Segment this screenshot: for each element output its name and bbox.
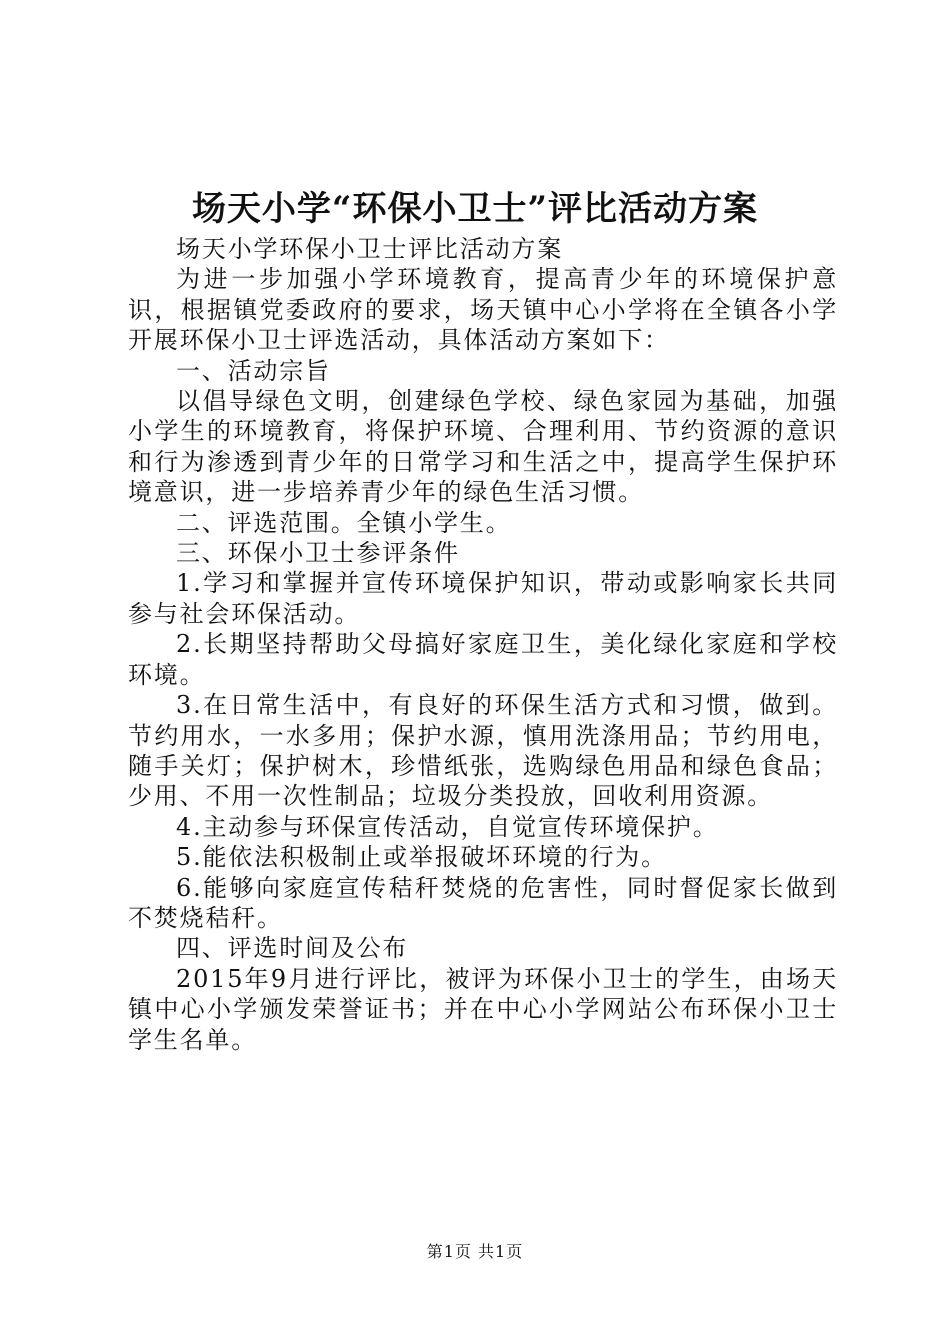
list-item: 3.在日常生活中，有良好的环保生活方式和习惯，做到。节约用水，一水多用；保护水源，慎用洗涤用品；节约用电，随手关灯；保护树木，珍惜纸张，选购绿色用品和绿色食品；少用、不用一次性制品；垃圾分类投放，回收利用资源。 xyxy=(128,691,838,811)
document-title: 场天小学“环保小卫士”评比活动方案 xyxy=(191,189,759,229)
list-item: 1.学习和掌握并宣传环境保护知识，带动或影响家长共同参与社会环保活动。 xyxy=(128,569,838,628)
paragraph: 为进一步加强小学环境教育，提高青少年的环境保护意识，根据镇党委政府的要求，场天镇中心小学将在全镇各小学开展环保小卫士评选活动，具体活动方案如下： xyxy=(128,265,838,355)
document-body xyxy=(128,234,838,1055)
paragraph: 场天小学环保小卫士评比活动方案 xyxy=(176,235,563,263)
section-heading: 一、活动宗旨 xyxy=(176,356,331,385)
list-item: 6.能够向家庭宣传秸秆焚烧的危害性，同时督促家长做到不焚烧秸秆。 xyxy=(128,873,838,932)
list-item: 4.主动参与环保宣传活动，自觉宣传环境保护。 xyxy=(176,812,719,841)
paragraph: 2015年9月进行评比，被评为环保小卫士的学生，由场天镇中心小学颁发荣誉证书；并在中心小学网站公布环保小卫士学生名单。 xyxy=(128,964,838,1054)
list-item: 2.长期坚持帮助父母搞好家庭卫生，美化绿化家庭和学校环境。 xyxy=(128,630,838,689)
list-item: 5.能依法积极制止或举报破坏环境的行为。 xyxy=(176,843,667,872)
section-heading: 三、环保小卫士参评条件 xyxy=(176,539,460,568)
paragraph: 以倡导绿色文明，创建绿色学校、绿色家园为基础，加强小学生的环境教育，将保护环境、合理利用、节约资源的意识和行为渗透到青少年的日常学习和生活之中，提高学生保护环境意识，进一步培养青少年的绿色生活习惯。 xyxy=(128,387,838,507)
section-heading: 四、评选时间及公布 xyxy=(176,934,409,963)
section-heading: 二、评选范围。全镇小学生。 xyxy=(176,508,512,537)
page-footer: 第1页 共1页 xyxy=(426,1242,524,1261)
